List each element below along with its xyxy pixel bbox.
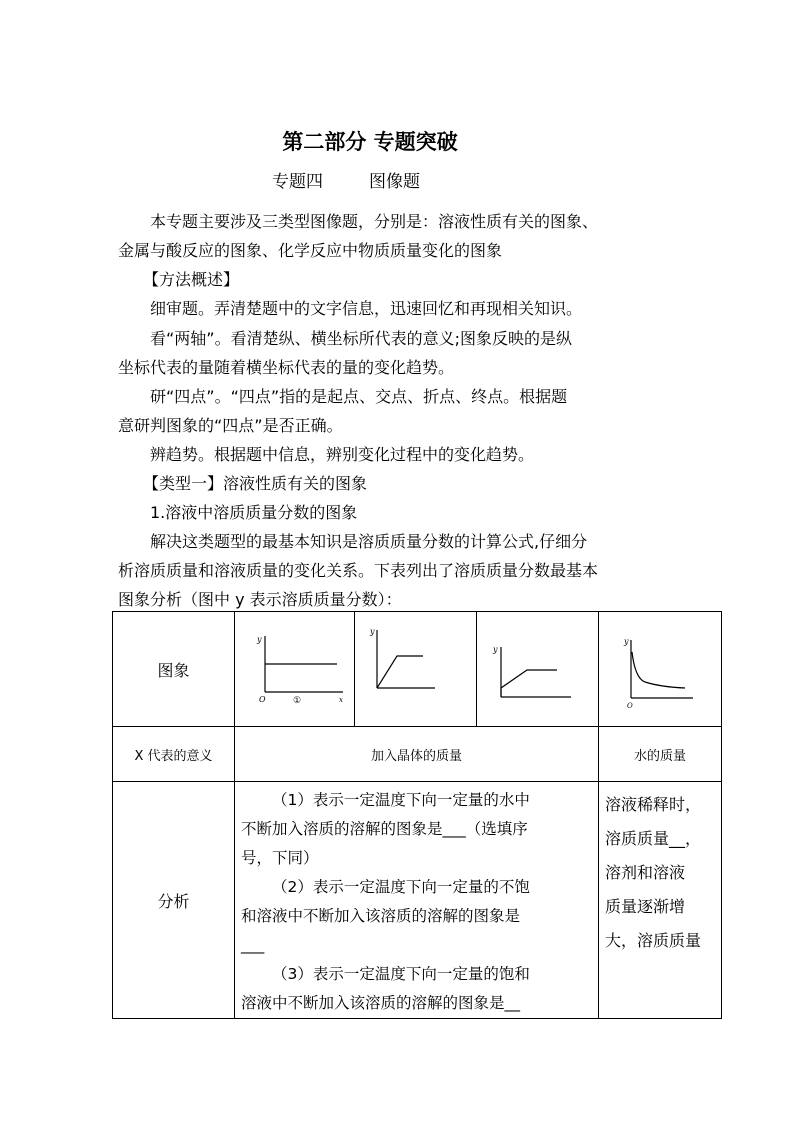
x-meaning-crystal: 加入晶体的质量	[235, 727, 599, 782]
subtitle-name: 图像题	[369, 172, 420, 192]
graph4-y-label: y	[624, 637, 629, 646]
x-meaning-water: 水的质量	[599, 727, 722, 782]
analysis-q2-c: ___	[241, 936, 265, 954]
graph-3	[477, 612, 599, 722]
graph-cell-4	[599, 612, 722, 727]
graph1-number-label: ①	[293, 696, 302, 706]
graph-row-label: 图象	[113, 612, 235, 727]
step3-text-b: 意研判图象的“四点”是否正确。	[118, 416, 343, 435]
graph1-x-label: x	[339, 696, 343, 704]
sub1-heading: 1.溶液中溶质质量分数的图象	[150, 503, 358, 522]
analysis-q2-a: （2）表示一定温度下向一定量的不饱	[272, 878, 530, 896]
dilution-analysis	[599, 782, 722, 1019]
intro-line-1: 本专题主要涉及三类型图像题，分别是：溶液性质有关的图象、	[150, 212, 599, 231]
graph-2	[355, 612, 477, 722]
step2-text-a: 看“两轴”。看清楚纵、横坐标所代表的意义;图象反映的是纵	[150, 329, 572, 348]
analysis-q3-b: 溶液中不断加入该溶质的溶解的图象是__	[241, 994, 521, 1012]
step1-text: 细审题。弄清楚题中的文字信息，迅速回忆和再现相关知识。	[150, 299, 583, 318]
step3-text-a: 研“四点”。“四点”指的是起点、交点、折点、终点。根据题	[150, 387, 568, 406]
dilution-line-2: 溶质质量__，	[605, 829, 702, 848]
desc-line-c: 图象分析（图中 y 表示溶质质量分数）：	[118, 590, 402, 609]
table-row-analysis	[113, 782, 722, 1019]
graph-cell-2	[355, 612, 477, 727]
graph1-o-label: O	[259, 695, 266, 704]
desc-line-a: 解决这类题型的最基本知识是溶质质量分数的计算公式,仔细分	[150, 532, 588, 551]
analysis-q1-a: （1）表示一定温度下向一定量的水中	[272, 791, 530, 809]
dilution-line-3: 溶剂和溶液	[605, 863, 686, 882]
dilution-line-1: 溶液稀释时，	[605, 795, 702, 814]
dilution-line-5: 大，溶质质量	[605, 931, 702, 950]
step2-text-b: 坐标代表的量随着横坐标代表的量的变化趋势。	[118, 358, 455, 377]
graph-cell-3	[477, 612, 599, 727]
analysis-table	[112, 611, 722, 1019]
page-title: 第二部分 专题突破	[282, 130, 458, 154]
graph2-y-label: y	[370, 627, 375, 636]
intro-line-2: 金属与酸反应的图象、化学反应中物质质量变化的图象	[118, 241, 503, 260]
table-row-graphs	[113, 612, 722, 727]
analysis-q3-a: （3）表示一定温度下向一定量的饱和	[272, 965, 530, 983]
graph-cell-1	[235, 612, 355, 727]
page-subtitle	[272, 167, 420, 192]
table-row-x-meaning	[113, 727, 722, 782]
desc-line-b: 析溶质质量和溶液质量的变化关系。下表列出了溶质质量分数最基本	[118, 561, 599, 580]
step4-text: 辨趋势。根据题中信息，辨别变化过程中的变化趋势。	[150, 445, 535, 464]
method-heading: 【方法概述】	[143, 270, 240, 289]
graph3-y-label: y	[493, 645, 498, 654]
graph4-o-label: O	[627, 702, 633, 710]
graph-1	[235, 612, 355, 722]
subtitle-topic: 专题四	[272, 172, 323, 192]
analysis-q1-c: 号，下同）	[241, 849, 319, 867]
graph1-y-label: y	[257, 635, 262, 644]
analysis-q1-b: 不断加入溶质的溶解的图象是___（选填序	[241, 820, 528, 838]
analysis-q2-b: 和溶液中不断加入该溶质的溶解的图象是	[241, 907, 521, 925]
dilution-line-4: 质量逐渐增	[605, 897, 686, 916]
x-meaning-label: X 代表的意义	[113, 727, 235, 782]
analysis-label: 分析	[113, 782, 235, 1019]
graph-4	[599, 612, 722, 722]
analysis-text	[235, 782, 599, 1019]
type1-heading: 【类型一】溶液性质有关的图象	[143, 474, 368, 493]
